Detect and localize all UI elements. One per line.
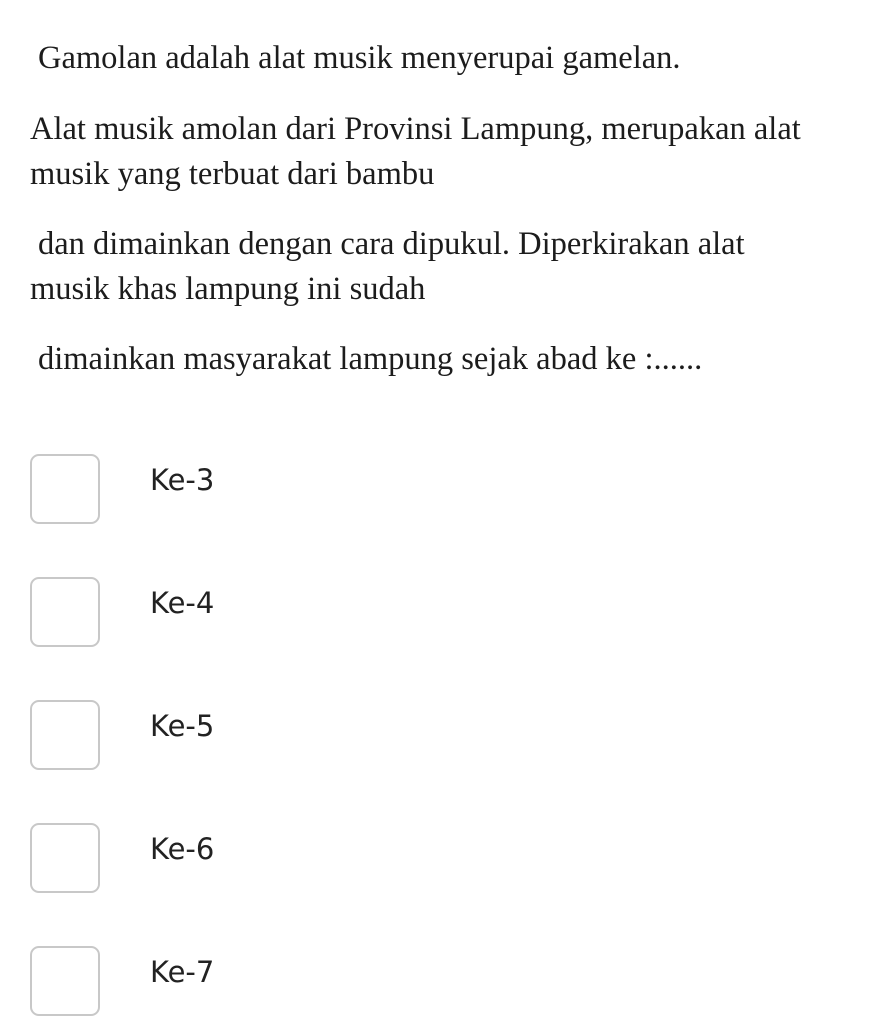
checkbox[interactable] [30, 577, 100, 647]
question-line: dan dimainkan dengan cara dipukul. Diperkirakan alat [38, 226, 745, 262]
option-label: Ke-4 [150, 586, 215, 620]
checkbox[interactable] [30, 700, 100, 770]
question-line: Alat musik amolan dari Provinsi Lampung, merupakan alat [30, 111, 801, 147]
checkbox[interactable] [30, 454, 100, 524]
option-label: Ke-6 [150, 832, 215, 866]
option-label: Ke-7 [150, 955, 215, 989]
answer-option-ke-6[interactable] [0, 823, 884, 899]
checkbox[interactable] [30, 946, 100, 1016]
answer-option-ke-4[interactable] [0, 577, 884, 653]
question-line: musik khas lampung ini sudah [30, 271, 426, 307]
answer-option-ke-5[interactable] [0, 700, 884, 776]
answer-option-ke-7[interactable] [0, 946, 884, 1022]
option-label: Ke-5 [150, 709, 215, 743]
option-label: Ke-3 [150, 463, 215, 497]
question-line: Gamolan adalah alat musik menyerupai gamelan. [38, 40, 681, 76]
question-line: musik yang terbuat dari bambu [30, 156, 435, 192]
answer-option-ke-3[interactable] [0, 454, 884, 530]
checkbox[interactable] [30, 823, 100, 893]
question-line: dimainkan masyarakat lampung sejak abad ke :...... [38, 341, 703, 377]
